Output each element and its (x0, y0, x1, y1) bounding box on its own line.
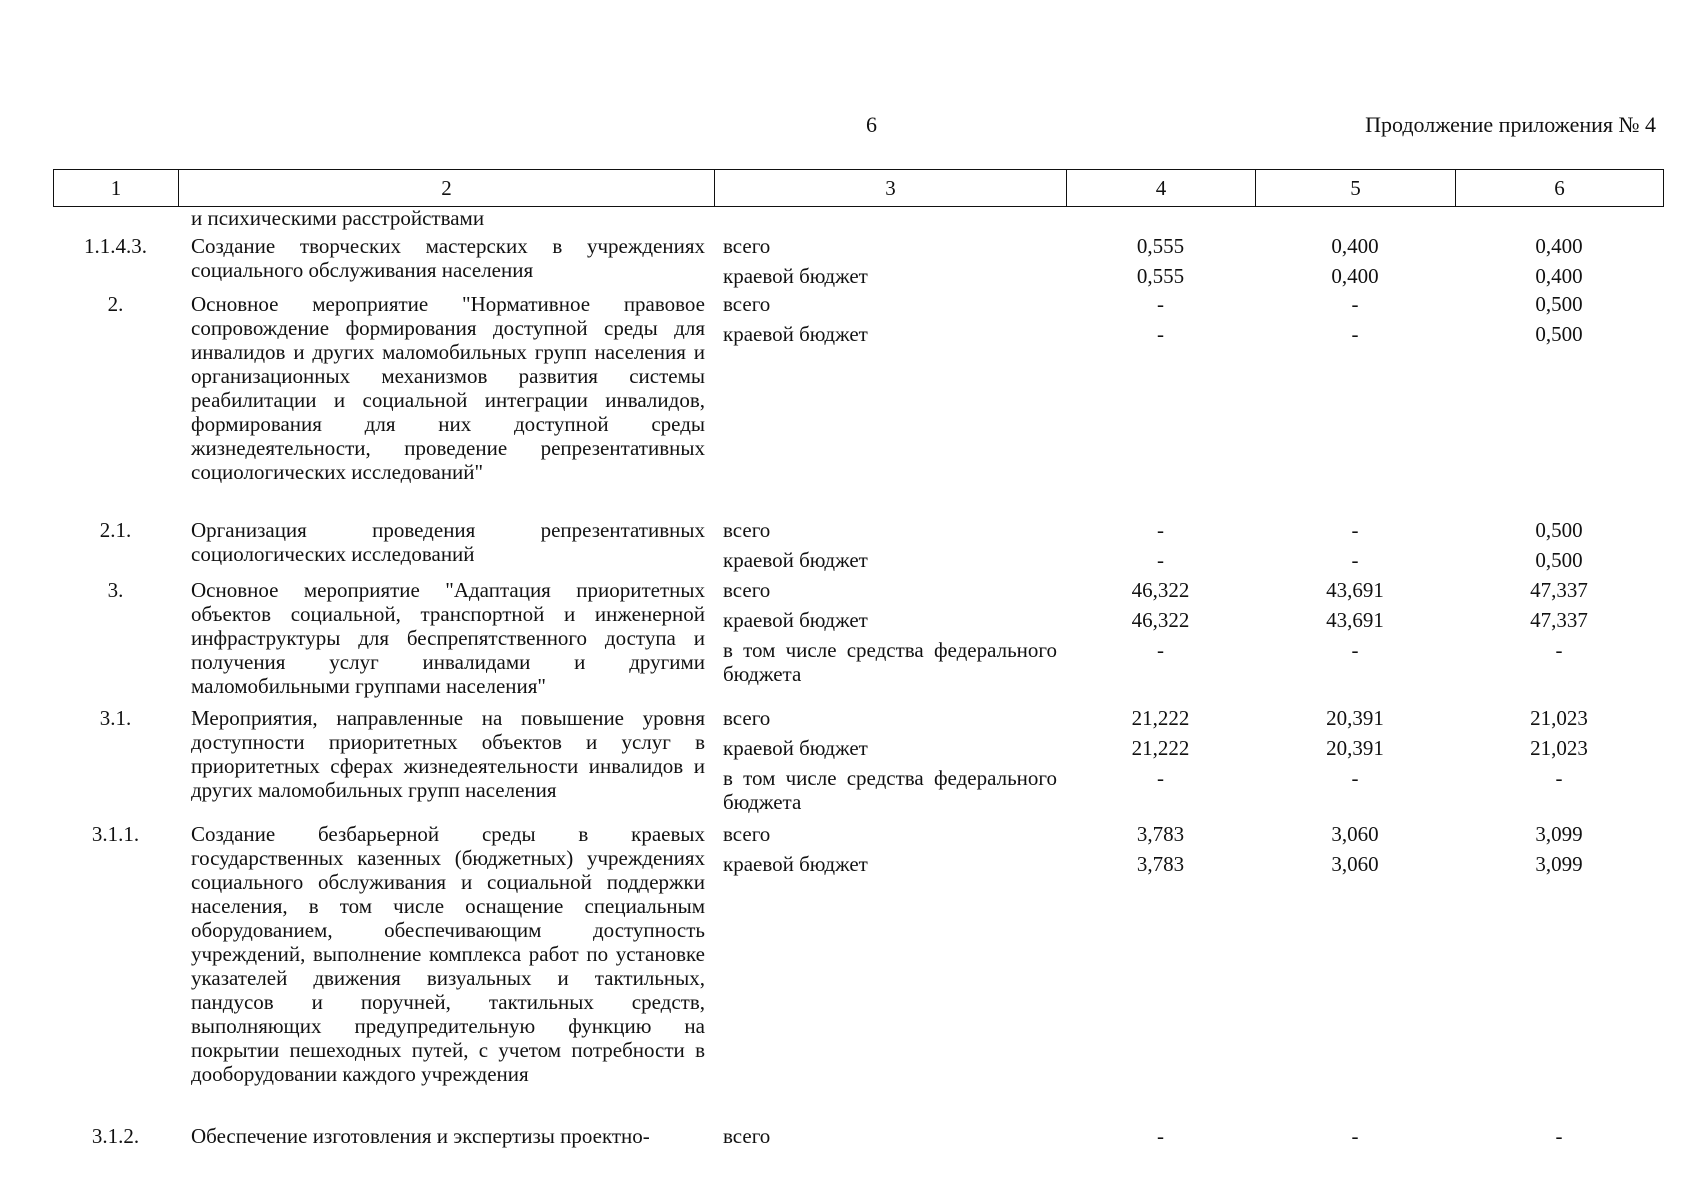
source-label: всего (723, 292, 771, 316)
row-description: Основное мероприятие "Нормативное правовое сопровождение формирования доступной среды для инвалидов и других маломобильных групп населения и организационных механизмов развития системы реабилитации и социальной интеграции инвалидов, формирования для них доступной среды жизнедеятельности, проведение репрезентативных социологических исследований" (191, 292, 705, 484)
source-label: в том числе средства федерального бюджета (723, 638, 1057, 686)
value-cell: 46,322 (1131, 608, 1190, 632)
value-cell: - (1351, 638, 1359, 662)
value-cell: 47,337 (1530, 578, 1588, 602)
source-label: всего (723, 822, 771, 846)
value-cell: - (1351, 292, 1359, 316)
source-label: краевой бюджет (723, 264, 868, 288)
source-label: всего (723, 578, 771, 602)
row-description: Основное мероприятие "Адаптация приоритетных объектов социальной, транспортной и инженерной инфраструктуры для беспрепятственного доступа и получения услуг инвалидами и другими маломобильными группами населения" (191, 578, 705, 698)
value-cell: - (1351, 1124, 1359, 1148)
carryover-text: и психическими расстройствами (191, 206, 485, 230)
source-label: краевой бюджет (723, 736, 868, 760)
page-number: 6 (866, 112, 877, 137)
value-cell: - (1157, 548, 1164, 572)
source-label: всего (723, 234, 771, 258)
value-cell: 46,322 (1131, 578, 1190, 602)
row-number: 1.1.4.3. (84, 234, 147, 258)
column-number-2: 2 (179, 170, 715, 207)
table-row (53, 515, 1663, 575)
source-label: краевой бюджет (723, 608, 868, 632)
source-label: всего (723, 518, 771, 542)
value-cell: 21,023 (1530, 736, 1588, 760)
row-description: Обеспечение изготовления и экспертизы проектно- (191, 1124, 650, 1148)
value-cell: 0,400 (1331, 264, 1379, 288)
column-number-5: 5 (1256, 170, 1456, 207)
row-number: 2.1. (99, 518, 132, 542)
row-number: 3.1. (99, 706, 132, 730)
source-label: всего (723, 706, 771, 730)
value-cell: - (1157, 322, 1164, 346)
source-label: краевой бюджет (723, 548, 868, 572)
value-cell: - (1555, 638, 1563, 662)
value-cell: 3,060 (1331, 852, 1379, 876)
value-cell: 3,099 (1535, 822, 1583, 846)
value-cell: - (1157, 518, 1164, 542)
value-cell: - (1351, 766, 1359, 790)
table-row (53, 703, 1663, 819)
source-label: краевой бюджет (723, 852, 868, 876)
value-cell: 47,337 (1530, 608, 1588, 632)
row-number: 3.1.1. (91, 822, 140, 846)
column-number-4: 4 (1067, 170, 1256, 207)
column-number-1: 1 (54, 170, 179, 207)
value-cell: 43,691 (1326, 608, 1384, 632)
table-column-header (53, 169, 1664, 207)
value-cell: - (1555, 766, 1563, 790)
source-label: краевой бюджет (723, 322, 868, 346)
row-number: 3. (107, 578, 124, 602)
value-cell: - (1555, 1124, 1563, 1148)
row-description: Создание творческих мастерских в учреждениях социального обслуживания населения (191, 234, 705, 282)
value-cell: 0,400 (1535, 234, 1583, 258)
row-number: 2. (107, 292, 124, 316)
value-cell: 3,099 (1535, 852, 1583, 876)
value-cell: - (1157, 766, 1164, 790)
appendix-continuation-title: Продолжение приложения № 4 (1365, 112, 1656, 137)
value-cell: 20,391 (1326, 736, 1384, 760)
row-description: Организация проведения репрезентативных социологических исследований (191, 518, 705, 566)
value-cell: 0,555 (1136, 234, 1185, 258)
column-number-3: 3 (715, 170, 1067, 207)
value-cell: - (1157, 638, 1164, 662)
value-cell: 3,783 (1136, 822, 1185, 846)
source-label: в том числе средства федерального бюджета (723, 766, 1057, 814)
value-cell: 0,500 (1535, 518, 1583, 542)
value-cell: 0,400 (1331, 234, 1379, 258)
value-cell: - (1157, 292, 1164, 316)
table-row (53, 231, 1663, 289)
row-number: 3.1.2. (91, 1124, 140, 1148)
value-cell: - (1351, 322, 1359, 346)
value-cell: 20,391 (1326, 706, 1384, 730)
value-cell: 0,500 (1535, 322, 1583, 346)
value-cell: 0,555 (1136, 264, 1185, 288)
table-body (53, 207, 1663, 1153)
value-cell: 3,060 (1331, 822, 1379, 846)
value-cell: - (1157, 1124, 1164, 1148)
row-description: Мероприятия, направленные на повышение уровня доступности приоритетных объектов и услуг в приоритетных сферах жизнедеятельности инвалидов и других маломобильных групп населения (191, 706, 705, 802)
value-cell: 21,023 (1530, 706, 1588, 730)
column-number-6: 6 (1456, 170, 1664, 207)
value-cell: 43,691 (1326, 578, 1384, 602)
table-row (53, 1121, 1663, 1153)
value-cell: 21,222 (1131, 706, 1190, 730)
table-row (53, 575, 1663, 703)
value-cell: - (1351, 548, 1359, 572)
value-cell: 3,783 (1136, 852, 1185, 876)
row-description: Создание безбарьерной среды в краевых государственных казенных (бюджетных) учреждениях социального обслуживания и социальной поддержки населения, в том числе оснащение специальным оборудованием, обеспечивающим доступность учреждений, выполнение комплекса работ по установке указателей движения визуальных и тактильных, пандусов и поручней, тактильных средств, выполняющих предупредительную функцию на покрытии пешеходных путей, с учетом потребности в дооборудовании каждого учреждения (191, 822, 705, 1086)
table-row (53, 819, 1663, 1121)
value-cell: 0,500 (1535, 548, 1583, 572)
source-label: всего (723, 1124, 771, 1148)
value-cell: - (1351, 518, 1359, 542)
value-cell: 0,500 (1535, 292, 1583, 316)
table-row (53, 289, 1663, 515)
carryover-row (53, 207, 1663, 231)
value-cell: 21,222 (1131, 736, 1190, 760)
value-cell: 0,400 (1535, 264, 1583, 288)
